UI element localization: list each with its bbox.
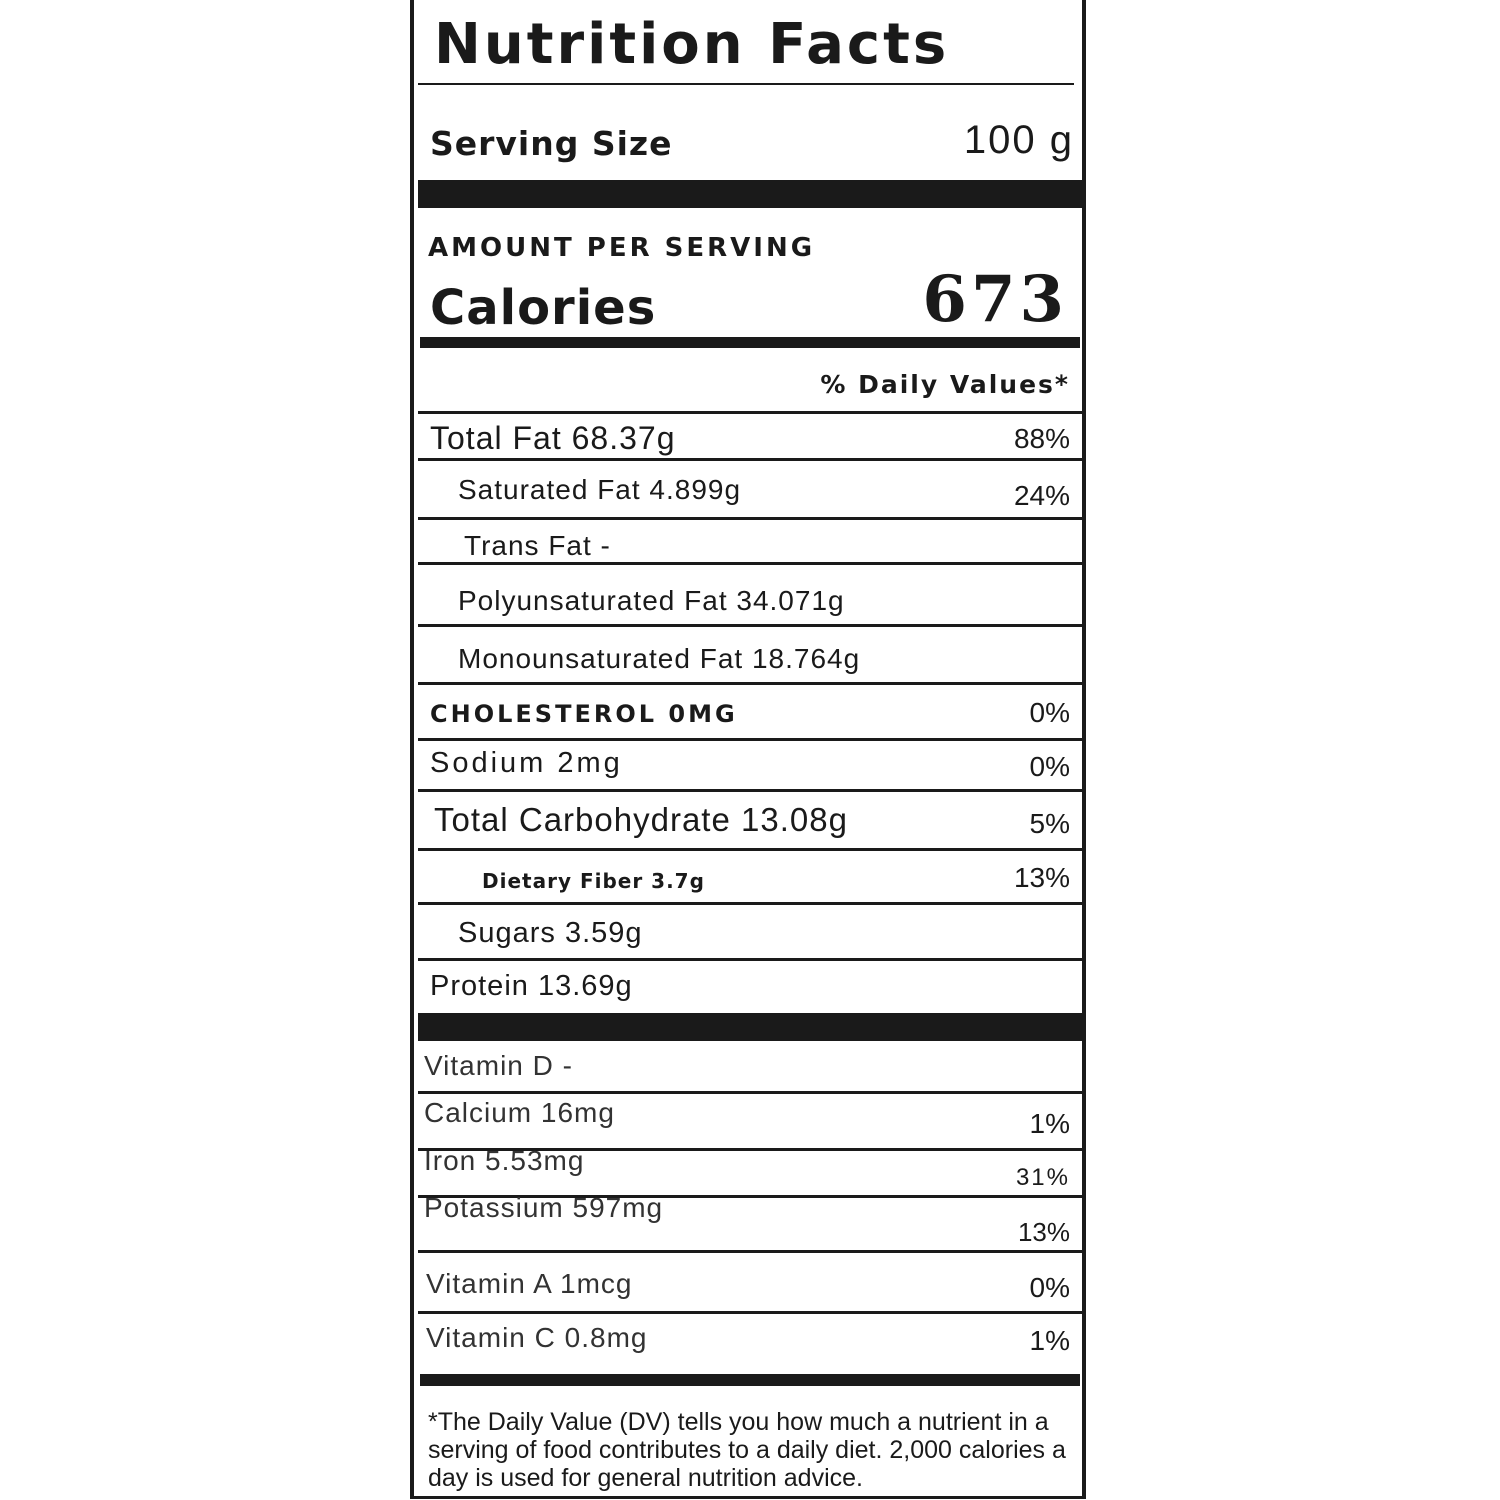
daily-values-header: % Daily Values* <box>820 370 1070 399</box>
nutrient-dietary-fiber-dv: 13% <box>1013 862 1070 893</box>
divider <box>418 411 1082 414</box>
nutrient-polyunsaturated-fat: Polyunsaturated Fat 34.071g <box>458 585 845 616</box>
nutrition-facts-label <box>410 0 1086 1499</box>
mineral-calcium-dv: 1% <box>1029 1108 1070 1139</box>
divider <box>418 458 1082 461</box>
serving-size-value: 100 g <box>963 118 1074 162</box>
nutrient-total-fat-dv: 88% <box>1013 423 1070 454</box>
amount-per-serving: AMOUNT PER SERVING <box>428 233 816 263</box>
mineral-calcium: Calcium 16mg <box>424 1097 615 1128</box>
vitamin-c: Vitamin C 0.8mg <box>426 1322 648 1353</box>
nutrient-sodium: Sodium 2mg <box>430 747 623 779</box>
nutrient-protein: Protein 13.69g <box>430 970 633 1002</box>
medium-divider <box>420 337 1080 348</box>
nutrient-cholesterol-dv: 0% <box>1029 697 1070 728</box>
vitamin-d: Vitamin D - <box>424 1050 573 1081</box>
vitamin-a: Vitamin A 1mcg <box>426 1268 633 1299</box>
divider <box>418 562 1082 565</box>
divider <box>418 789 1082 792</box>
divider <box>418 624 1082 627</box>
divider <box>418 1311 1082 1314</box>
thick-divider <box>418 1013 1082 1041</box>
label-title: Nutrition Facts <box>434 12 950 77</box>
vitamin-c-dv: 1% <box>1029 1325 1070 1356</box>
nutrient-saturated-fat-dv: 24% <box>1013 480 1070 511</box>
nutrient-trans-fat: Trans Fat - <box>464 530 611 561</box>
calories-value: 673 <box>922 262 1068 337</box>
nutrient-cholesterol: CHOLESTEROL 0MG <box>430 700 738 728</box>
divider <box>418 848 1082 851</box>
thick-divider <box>418 180 1082 208</box>
nutrient-saturated-fat: Saturated Fat 4.899g <box>458 474 742 505</box>
nutrient-total-fat: Total Fat 68.37g <box>430 420 676 456</box>
divider <box>418 902 1082 905</box>
divider <box>418 682 1082 685</box>
calories-label: Calories <box>430 280 657 336</box>
daily-value-footnote: *The Daily Value (DV) tells you how much a nutrient in a serving of food contributes to a daily diet. 2,000 calories a day is used for general nutrition advice. <box>428 1408 1066 1492</box>
divider <box>418 738 1082 741</box>
nutrient-monounsaturated-fat: Monounsaturated Fat 18.764g <box>458 643 861 674</box>
serving-size-label: Serving Size <box>430 124 673 163</box>
mineral-iron: Iron 5.53mg <box>424 1145 585 1176</box>
vitamin-a-dv: 0% <box>1029 1272 1070 1303</box>
nutrient-sodium-dv: 0% <box>1029 751 1070 782</box>
divider <box>418 1250 1082 1253</box>
nutrient-dietary-fiber: Dietary Fiber 3.7g <box>482 869 705 893</box>
divider <box>418 517 1082 520</box>
nutrient-total-carbohydrate-dv: 5% <box>1029 808 1070 839</box>
mineral-potassium-dv: 13% <box>1017 1217 1070 1247</box>
divider <box>418 958 1082 961</box>
divider <box>418 1091 1082 1094</box>
divider <box>418 83 1074 85</box>
mineral-potassium: Potassium 597mg <box>424 1192 664 1223</box>
medium-divider <box>420 1374 1080 1386</box>
nutrient-total-carbohydrate: Total Carbohydrate 13.08g <box>434 801 848 838</box>
nutrient-sugars: Sugars 3.59g <box>458 917 643 949</box>
mineral-iron-dv: 31% <box>1015 1164 1070 1191</box>
